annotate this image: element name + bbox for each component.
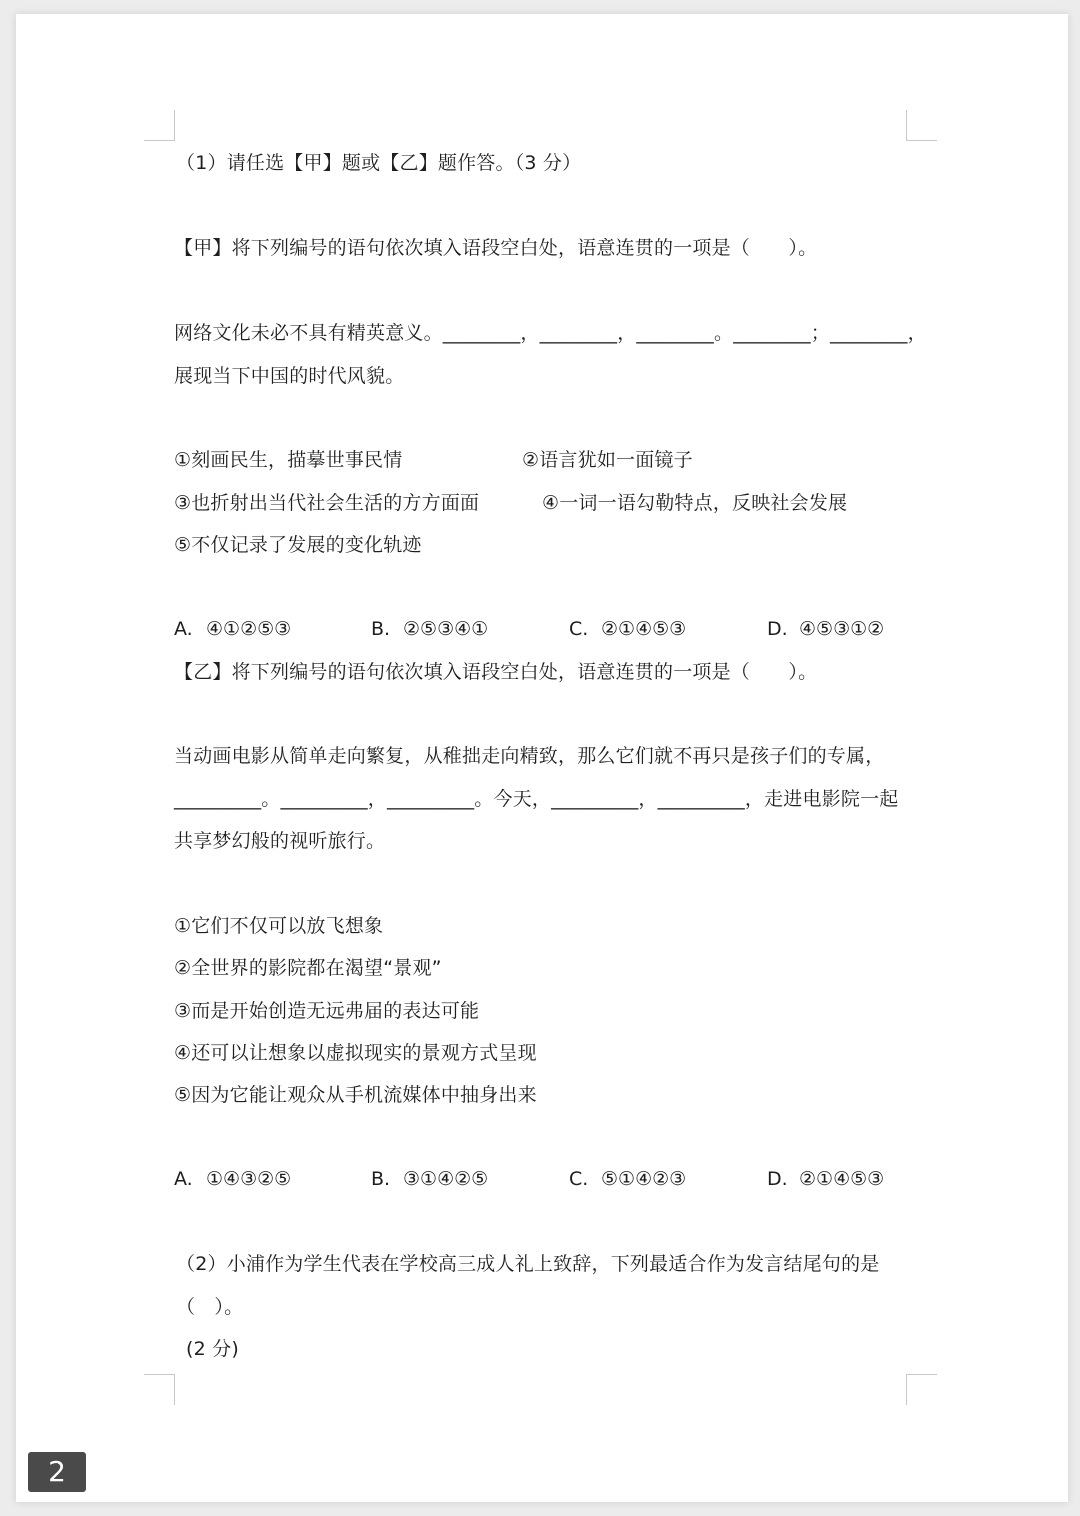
- jia-item-3: ③也折射出当代社会生活的方方面面: [174, 492, 480, 514]
- jia-option-c[interactable]: C. ②①④⑤③: [569, 618, 687, 640]
- yi-option-a[interactable]: A. ①④③②⑤: [174, 1168, 292, 1190]
- jia-passage-line-1: 网络文化未必不具有精英意义。________，________，________。________；________，: [174, 322, 927, 344]
- question-2-line-2: （ ）。: [176, 1296, 244, 1318]
- jia-passage-line-2: 展现当下中国的时代风貌。: [174, 365, 405, 387]
- jia-item-2: ②语言犹如一面镜子: [522, 449, 693, 471]
- jia-item-1: ①刻画民生，描摹世事民情: [174, 449, 403, 471]
- crop-mark-top-right: [906, 110, 937, 141]
- jia-item-5: ⑤不仅记录了发展的变化轨迹: [174, 534, 422, 556]
- jia-item-4: ④一词一语勾勒特点，反映社会发展: [542, 492, 848, 514]
- crop-mark-bottom-left: [144, 1374, 175, 1405]
- yi-prompt: 【乙】将下列编号的语句依次填入语段空白处，语意连贯的一项是（ ）。: [174, 661, 818, 683]
- jia-option-a[interactable]: A. ④①②⑤③: [174, 618, 292, 640]
- jia-prompt: 【甲】将下列编号的语句依次填入语段空白处，语意连贯的一项是（ ）。: [174, 237, 818, 259]
- yi-passage-line-3: 共享梦幻般的视听旅行。: [174, 830, 386, 852]
- jia-options: [174, 616, 914, 642]
- page-number-badge: 2: [28, 1452, 86, 1492]
- crop-mark-bottom-right: [906, 1374, 937, 1405]
- crop-mark-top-left: [144, 110, 175, 141]
- yi-option-b[interactable]: B. ③①④②⑤: [371, 1168, 489, 1190]
- jia-option-d[interactable]: D. ④⑤③①②: [767, 618, 885, 640]
- question-2-line-1: （2）小浦作为学生代表在学校高三成人礼上致辞，下列最适合作为发言结尾句的是: [176, 1253, 880, 1275]
- yi-option-d[interactable]: D. ②①④⑤③: [767, 1168, 885, 1190]
- question-2-score: (2 分): [186, 1338, 239, 1360]
- yi-options: [174, 1166, 914, 1192]
- yi-option-c[interactable]: C. ⑤①④②③: [569, 1168, 687, 1190]
- yi-item-5: ⑤因为它能让观众从手机流媒体中抽身出来: [174, 1084, 537, 1106]
- yi-item-3: ③而是开始创造无远弗届的表达可能: [174, 1000, 480, 1022]
- jia-option-b[interactable]: B. ②⑤③④①: [371, 618, 489, 640]
- yi-item-4: ④还可以让想象以虚拟现实的景观方式呈现: [174, 1042, 537, 1064]
- yi-item-2: ②全世界的影院都在渴望“景观”: [174, 957, 442, 979]
- yi-passage-line-2: _________。_________，_________。今天，_________，_________，走进电影院一起: [174, 788, 899, 810]
- yi-item-1: ①它们不仅可以放飞想象: [174, 915, 384, 937]
- question-1-header: （1）请任选【甲】题或【乙】题作答。（3 分）: [176, 152, 582, 174]
- yi-passage-line-1: 当动画电影从简单走向繁复，从稚拙走向精致，那么它们就不再只是孩子们的专属，: [174, 745, 885, 767]
